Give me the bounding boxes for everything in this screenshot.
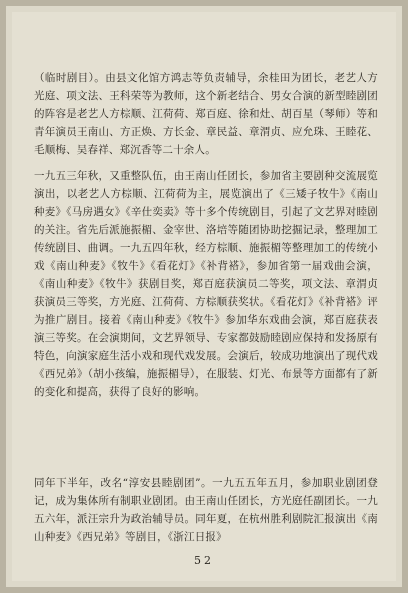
page-number: 52: [194, 554, 214, 567]
paragraph-troupe-founding: （临时剧目）。由县文化馆方鸿志等负责辅导，余桂田为团长，老艺人方光庭、项文法、王科荣等为教师，这个新老结合、男女合演的新型睦剧团的阵容是老艺人方棕顺、江荷荷、郑百庭、徐和灶、胡百星（琴师）等和青年演员王南山、方正焕、方长金、章民益、章渭贞、应允珠、王睦花、毛顺梅、吴春祥、郑沉香等二十余人。: [34, 72, 378, 156]
paragraph-1953-festival: 一九五三年秋，又重整队伍，由王南山任团长，参加省主要剧种交流展览演出，以老艺人方棕顺、江荷荷为主，展览演出了《三矮子牧牛》《南山种麦》《马房遇女》《辛仕奕卖》等十多个传统剧目，引起了文艺界对睦剧的关注。省先后派施振楣、金宰世、洛培等随团协助挖掘记录，整理加工传统剧目、曲调。一九五四年秋，经方棕顺、施振楣等整理加工的传统小戏《南山种麦》《牧牛》《看花灯》《补背褡》，参加省第一届戏曲会演，《南山种麦》《牧牛》获剧目奖，郑百庭获演员二等奖，项文法、章渭贞获演员三等奖，方光庭、江荷荷、方棕顺获奖状。《看花灯》《补背褡》评为推广剧目。接着《南山种麦》《牧牛》参加华东戏曲会演，郑百庭获表演三等奖。在会演期间，文艺界领导、专家都鼓励睦剧应保持和发扬原有特色，向演家庭生活小戏和现代戏发展。会演后，较成功地演出了现代戏《西兄弟》（胡小孩编，施振楣导），在服装、灯光、布景等方面都有了新的变化和提高，获得了良好的影响。: [34, 170, 378, 398]
paragraph-renaming: 同年下半年，改名“淳安县睦剧团”。一九五五年五月，参加职业剧团登记，成为集体所有制职业剧团。由王南山任团长，方光庭任副团长。一九五六年，派汪宗升为政治辅导员。同年夏，在杭州胜利剧院汇报演出《南山种麦》《西兄弟》等剧目，《浙江日报》: [34, 477, 378, 543]
